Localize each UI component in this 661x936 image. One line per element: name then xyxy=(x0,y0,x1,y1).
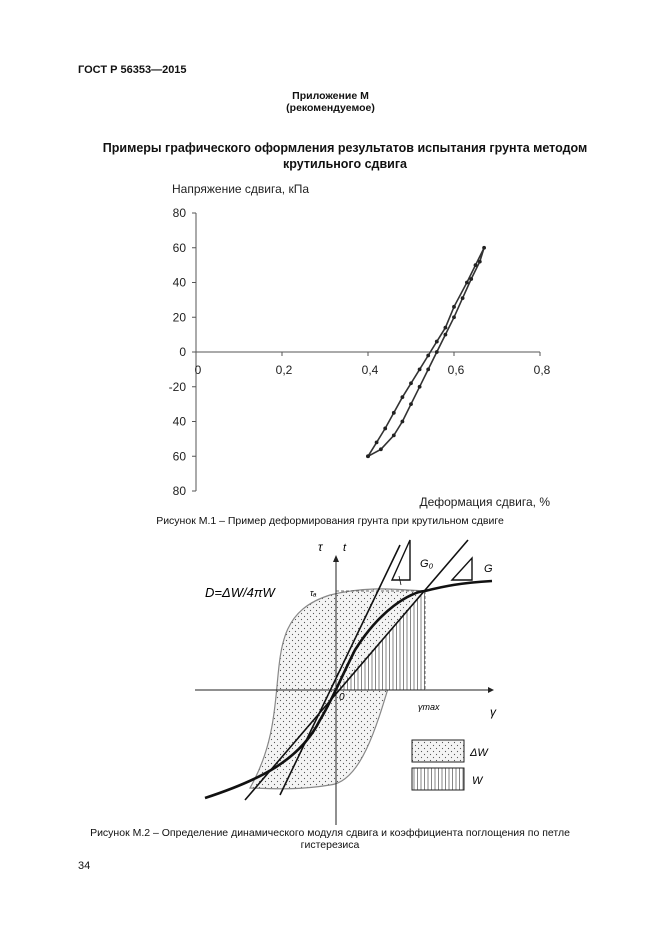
figure1-caption: Рисунок М.1 – Пример деформирования грунта при крутильном сдвиге xyxy=(156,515,504,527)
y-tick-label: 80 xyxy=(172,484,186,498)
x-tick-label: 0,6 xyxy=(447,363,465,377)
g-slope-triangle xyxy=(452,558,472,580)
tau-axis-label-2: t xyxy=(343,542,347,554)
g0-label: G₀ xyxy=(420,558,434,570)
y-tick-label: 40 xyxy=(172,414,186,429)
y-tick-label: -20 xyxy=(168,379,186,394)
figure2-caption xyxy=(30,827,630,851)
section-title-line2: крутильного сдвига xyxy=(282,157,407,171)
x-tick-label: 0,8 xyxy=(533,363,551,377)
tau-max-label: τₐ xyxy=(310,588,317,598)
y-tick-label: 40 xyxy=(172,275,186,290)
section-title-line1: Примеры графического оформления результатов испытания грунта методом xyxy=(102,141,588,155)
x-tick-label: 0 xyxy=(194,363,202,377)
x-axis-label: Деформация сдвига, % xyxy=(419,495,550,509)
appendix-title: Приложение М xyxy=(292,90,369,102)
gamma-axis-arrow xyxy=(488,687,494,693)
x-tick-label: 0,2 xyxy=(275,363,293,377)
appendix-subtitle: (рекомендуемое) xyxy=(286,102,375,114)
legend-dw-swatch xyxy=(412,740,464,762)
tau-axis-arrow xyxy=(333,555,339,562)
origin-label: 0 xyxy=(339,692,345,703)
y-tick-label: 20 xyxy=(172,310,186,325)
figure2-caption-line2: гистерезиса xyxy=(300,839,360,851)
damping-formula: D=ΔW/4πW xyxy=(205,585,275,600)
y-tick-label: 80 xyxy=(172,206,186,220)
legend-w-swatch xyxy=(412,768,464,790)
tau-axis-label: τ xyxy=(318,540,323,554)
y-tick-label: 60 xyxy=(172,449,186,464)
y-axis-label: Напряжение сдвига, кПа xyxy=(172,182,309,196)
g-label: G xyxy=(484,563,493,575)
y-tick-label: 60 xyxy=(172,240,186,255)
gamma-axis-label: γ xyxy=(490,705,496,719)
gamma-max-label: γmax xyxy=(418,702,440,712)
standard-number: ГОСТ Р 56353—2015 xyxy=(78,64,187,76)
legend-w-label: W xyxy=(472,775,483,787)
y-tick-label: 0 xyxy=(179,345,186,359)
figure2-caption-line1: Рисунок М.2 – Определение динамического модуля сдвига и коэффициента поглощения по петле xyxy=(90,827,570,839)
page-number: 34 xyxy=(78,860,91,872)
x-tick-label: 0,4 xyxy=(361,363,379,377)
legend-dw-label: ΔW xyxy=(470,747,488,759)
g0-slope-triangle xyxy=(392,540,410,580)
